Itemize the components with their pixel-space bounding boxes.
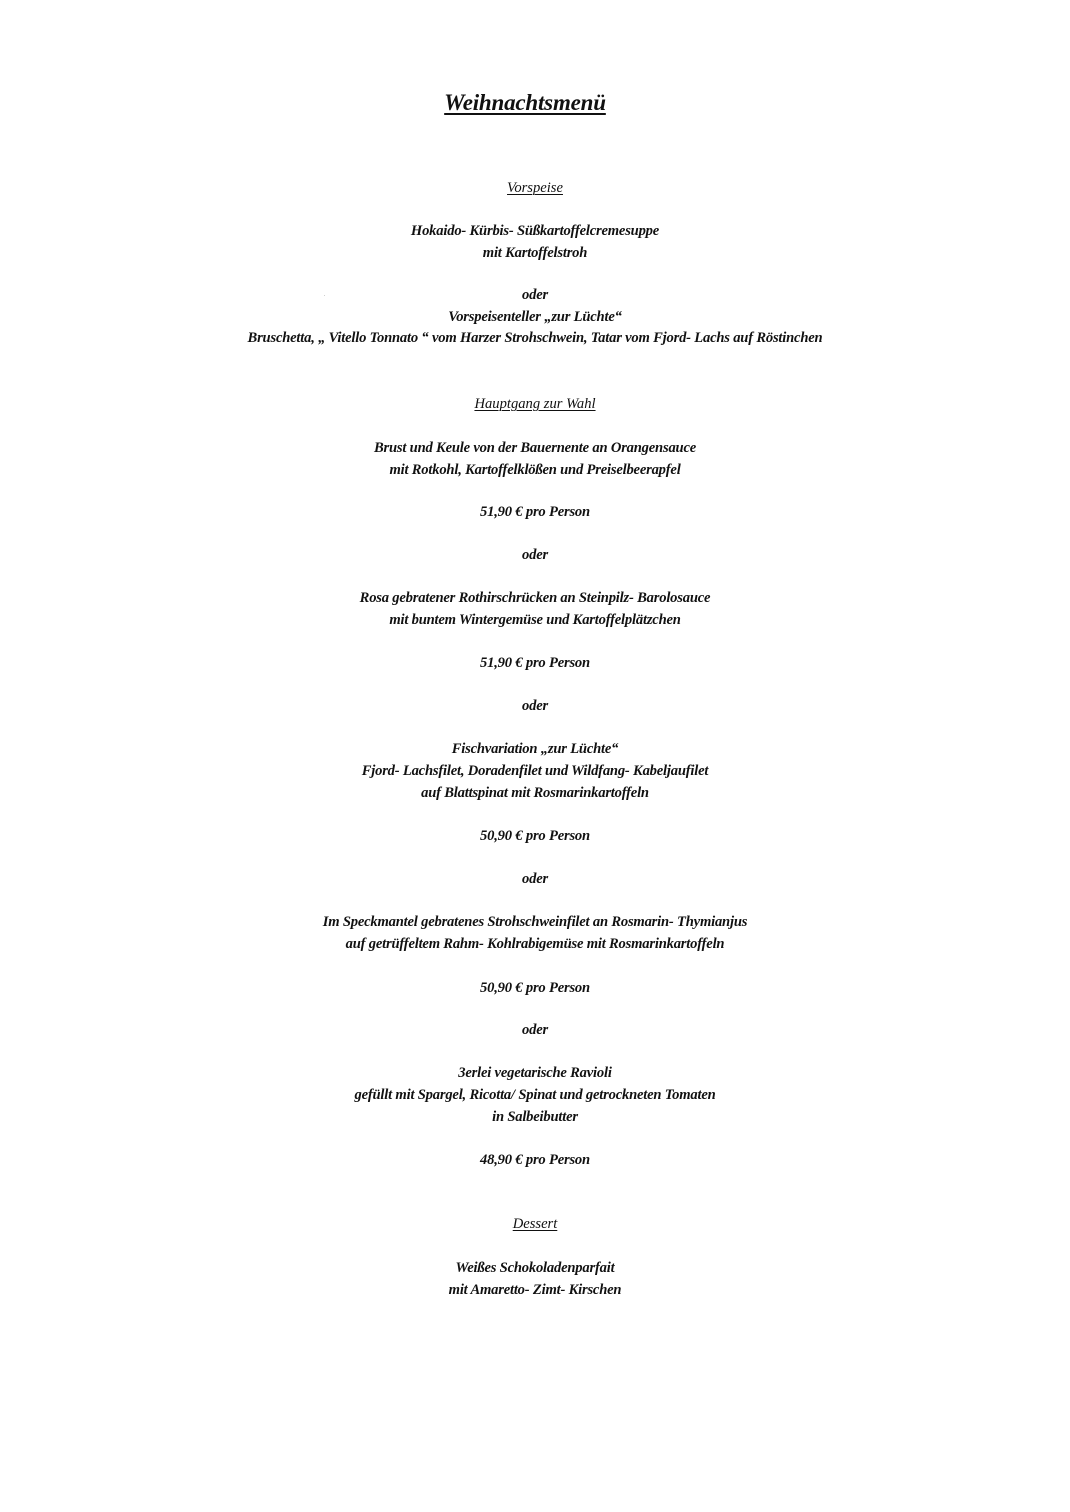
- main-dish-5-line-3: in Salbeibutter: [492, 1109, 578, 1125]
- main-separator-4: oder: [522, 1022, 548, 1038]
- starter-2-line-2: Bruschetta, „ Vitello Tonnato “ vom Harzer Strohschwein, Tatar vom Fjord- Lachs auf Röstinchen: [247, 330, 823, 346]
- main-dish-2-line-2: mit buntem Wintergemüse und Kartoffelplätzchen: [389, 612, 681, 628]
- section-heading-dessert: Dessert: [512, 1216, 558, 1232]
- main-dish-3-line-1: Fischvariation „zur Lüchte“: [451, 741, 619, 757]
- main-dish-4-line-2: auf getrüffeltem Rahm- Kohlrabigemüse mit Rosmarinkartoffeln: [345, 936, 725, 952]
- main-dish-5-line-1: 3erlei vegetarische Ravioli: [458, 1065, 612, 1081]
- starter-1-line-2: mit Kartoffelstroh: [482, 245, 588, 261]
- section-heading-vorspeise: Vorspeise: [507, 180, 563, 196]
- main-dish-1-line-1: Brust und Keule von der Bauernente an Orangensauce: [373, 440, 697, 456]
- scan-speck: [324, 295, 325, 296]
- starter-1-line-1: Hokaido- Kürbis- Süßkartoffelcremesuppe: [410, 223, 660, 239]
- main-dish-4-price: 50,90 € pro Person: [480, 980, 590, 996]
- starter-separator-oder: oder: [522, 287, 548, 303]
- section-heading-hauptgang: Hauptgang zur Wahl: [474, 396, 596, 412]
- main-separator-2: oder: [522, 698, 548, 714]
- main-dish-1-line-2: mit Rotkohl, Kartoffelklößen und Preiselbeerapfel: [389, 462, 681, 478]
- main-separator-1: oder: [522, 547, 548, 563]
- main-dish-4-line-1: Im Speckmantel gebratenes Strohschweinfilet an Rosmarin- Thymianjus: [322, 914, 748, 930]
- menu-title: Weihnachtsmenü: [444, 90, 606, 115]
- main-dish-3-price: 50,90 € pro Person: [480, 828, 590, 844]
- dessert-line-1: Weißes Schokoladenparfait: [455, 1260, 615, 1276]
- dessert-line-2: mit Amaretto- Zimt- Kirschen: [448, 1282, 622, 1298]
- main-separator-3: oder: [522, 871, 548, 887]
- main-dish-3-line-3: auf Blattspinat mit Rosmarinkartoffeln: [421, 785, 649, 801]
- main-dish-2-price: 51,90 € pro Person: [480, 655, 590, 671]
- main-dish-3-line-2: Fjord- Lachsfilet, Doradenfilet und Wildfang- Kabeljaufilet: [361, 763, 709, 779]
- main-dish-1-price: 51,90 € pro Person: [480, 504, 590, 520]
- starter-2-line-1: Vorspeisenteller „zur Lüchte“: [448, 309, 622, 325]
- main-dish-5-line-2: gefüllt mit Spargel, Ricotta/ Spinat und getrockneten Tomaten: [354, 1087, 716, 1103]
- main-dish-2-line-1: Rosa gebratener Rothirschrücken an Steinpilz- Barolosauce: [359, 590, 711, 606]
- main-dish-5-price: 48,90 € pro Person: [480, 1152, 590, 1168]
